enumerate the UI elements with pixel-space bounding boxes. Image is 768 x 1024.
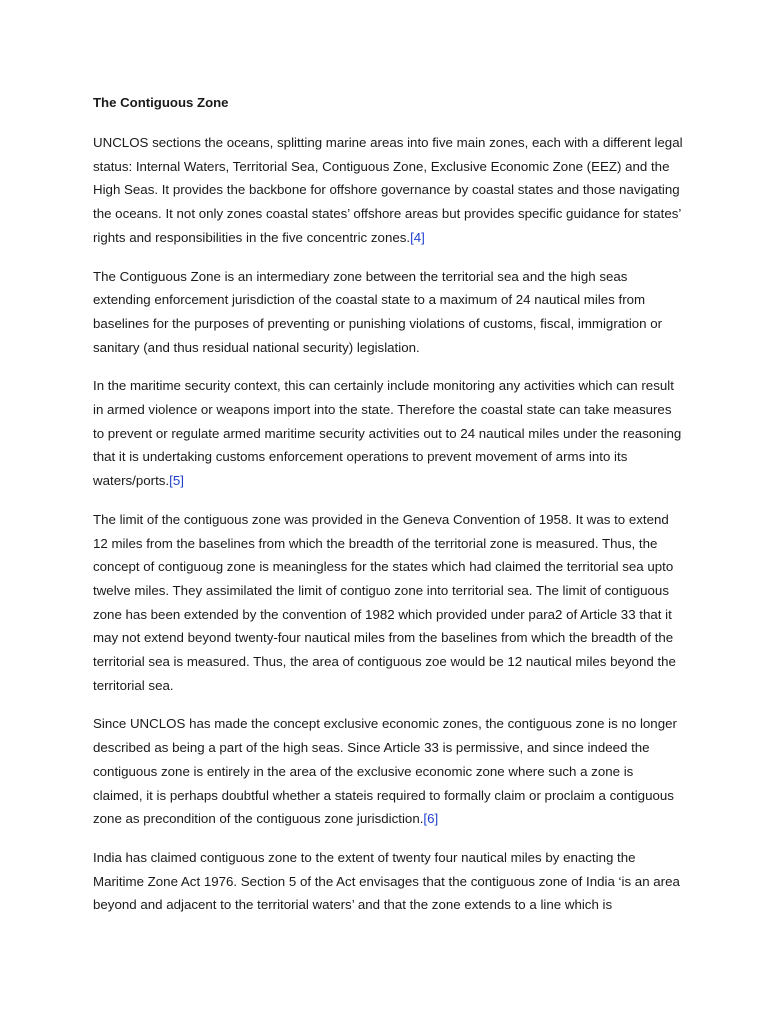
paragraph-contiguous-definition [93, 265, 683, 360]
paragraph-eez-relation [93, 712, 683, 831]
paragraph-geneva-limit [93, 508, 683, 698]
paragraph-text: UNCLOS sections the oceans, splitting marine areas into five main zones, each with a different legal status: Internal Waters, Territorial Sea, Contiguous Zone, Exclusive Economic Zone (EEZ) and the High Seas. It provides the backbone for offshore governance by coastal states and those navigating the oceans. It not only zones coastal states’ offshore areas but provides specific guidance for states’ rights and responsibilities in the five concentric zones. [93, 135, 683, 245]
paragraph-text: Since UNCLOS has made the concept exclusive economic zones, the contiguous zone is no longer described as being a part of the high seas. Since Article 33 is permissive, and since indeed the contiguous zone is entirely in the area of the exclusive economic zone where such a zone is claimed, it is perhaps doubtful whether a stateis required to formally claim or proclaim a contiguous zone as precondition of the contiguous zone jurisdiction. [93, 716, 677, 827]
paragraph-text: India has claimed contiguous zone to the extent of twenty four nautical miles by enacting the Maritime Zone Act 1976. Section 5 of the Act envisages that the contiguous zone of India ‘is an area beyond and adjacent to the territorial waters’ and that the zone extends to a line which is [93, 849, 680, 913]
paragraph-india-claim [93, 846, 683, 917]
document-page [93, 94, 683, 932]
paragraph-text: In the maritime security context, this can certainly include monitoring any activities which can result in armed violence or weapons import into the state. Therefore the coastal state can take measures to prevent or regulate armed maritime security activities out to 24 nautical miles under the reasoning that it is undertaking customs enforcement operations to prevent movement of arms into its waters/ports. [93, 378, 682, 489]
paragraph-maritime-security [93, 374, 683, 493]
footnote-link-6[interactable]: [6] [423, 811, 439, 827]
footnote-link-5[interactable]: [5] [169, 473, 184, 489]
document-title: The Contiguous Zone [93, 95, 229, 110]
paragraph-text: The limit of the contiguous zone was provided in the Geneva Convention of 1958. It was to extend 12 miles from the baselines from which the breadth of the territorial zone is measured. Thus, the concept of contiguoug zone is meaningless for the states which had claimed the territorial sea upto twelve miles. They assimilated the limit of contiguo zone into territorial sea. The limit of contiguous zone has been extended by the convention of 1982 which provided under para2 of Article 33 that it may not extend beyond twenty-four nautical miles from the baselines from which the breadth of the territorial sea is measured. Thus, the area of contiguous zoe would be 12 nautical miles beyond the territorial sea. [93, 511, 676, 693]
paragraph-unclos-zones [93, 131, 683, 250]
footnote-link-4[interactable]: [4] [410, 229, 425, 245]
paragraph-text: The Contiguous Zone is an intermediary zone between the territorial sea and the high seas extending enforcement jurisdiction of the coastal state to a maximum of 24 nautical miles from baselines for the purposes of preventing or punishing violations of customs, fiscal, immigration or sanitary (and thus residual national security) legislation. [93, 268, 663, 355]
